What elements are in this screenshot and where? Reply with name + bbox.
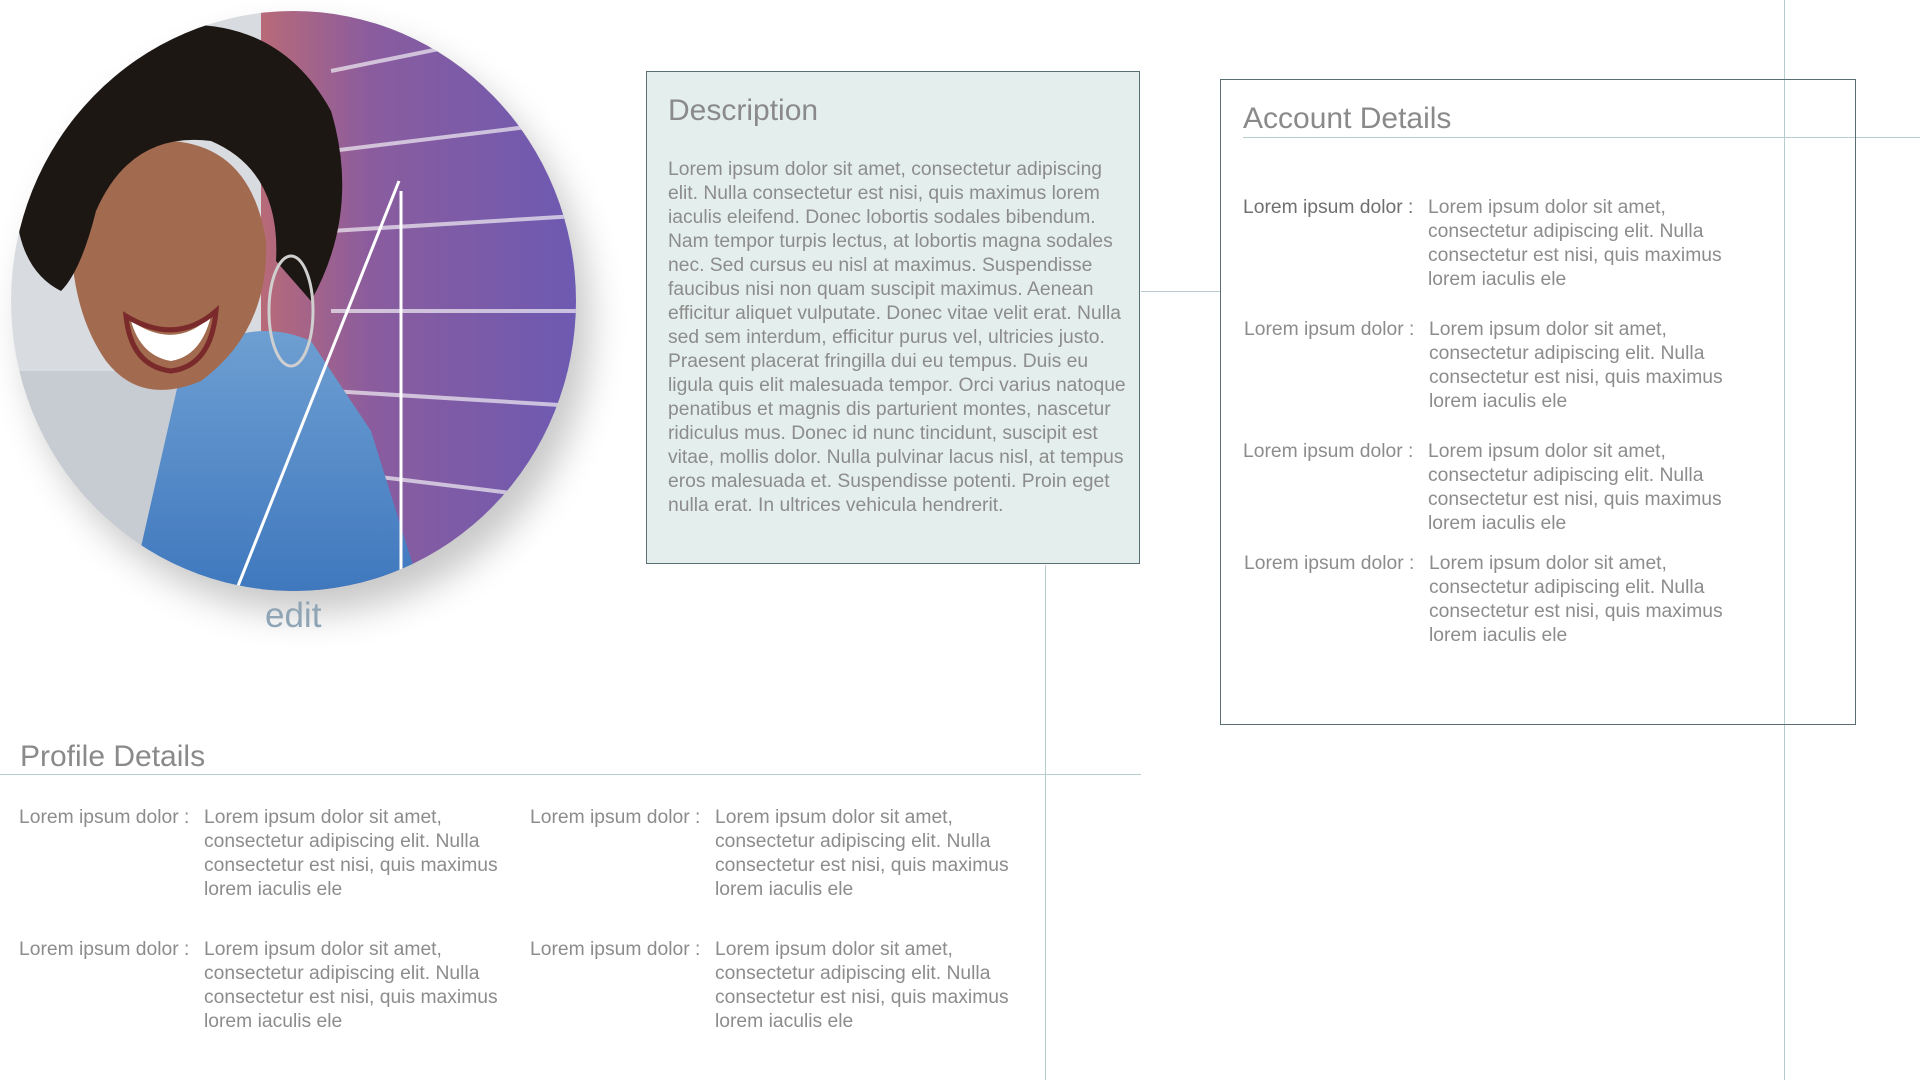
- account-details-title: Account Details: [1243, 102, 1452, 135]
- profile-row-label: Lorem ipsum dolor :: [19, 807, 190, 828]
- account-row-label: Lorem ipsum dolor :: [1244, 553, 1415, 574]
- description-body: Lorem ipsum dolor sit amet, consectetur adipiscing elit. Nulla consectetur est nisi, quis maximus lorem iaculis eleifend. Donec lobortis sodales bibendum. Nam tempor turpis lectus, at lobortis magna sodales nec. Sed cursus eu nisl at maximus. Suspendisse faucibus nisi non quam suscipit maximus. Aenean efficitur aliquet vulputate. Donec vitae velit erat. Nulla sed sem interdum, efficitur purus vel, ultricies justo. Praesent placerat fringilla dui eu tempus. Duis eu ligula quis elit malesuada tempor. Orci varius natoque penatibus et magnis dis parturient montes, nascetur ridiculus mus. Donec id nunc tincidunt, suscipit est vitae, mollis dolor. Nulla pulvinar lacus nisl, at tempus eros malesuada et. Suspendisse potenti. Proin eget nulla erat. In ultrices vehicula hendrerit.: [668, 159, 1126, 516]
- account-row-label: Lorem ipsum dolor :: [1243, 441, 1414, 462]
- account-row-value: Lorem ipsum dolor sit amet, consectetur adipiscing elit. Nulla consectetur est nisi, quis maximus lorem iaculis ele: [1429, 553, 1723, 646]
- account-row-label: Lorem ipsum dolor :: [1243, 197, 1414, 218]
- account-row-label: Lorem ipsum dolor :: [1244, 319, 1415, 340]
- avatar-photo-icon: [11, 11, 576, 591]
- account-row-value: Lorem ipsum dolor sit amet, consectetur adipiscing elit. Nulla consectetur est nisi, quis maximus lorem iaculis ele: [1428, 441, 1722, 534]
- profile-row-label: Lorem ipsum dolor :: [530, 807, 701, 828]
- profile-row-value: Lorem ipsum dolor sit amet, consectetur adipiscing elit. Nulla consectetur est nisi, quis maximus lorem iaculis ele: [204, 807, 498, 900]
- guide-line-connector: [1141, 291, 1220, 292]
- account-row-value: Lorem ipsum dolor sit amet, consectetur adipiscing elit. Nulla consectetur est nisi, quis maximus lorem iaculis ele: [1428, 197, 1722, 290]
- profile-row-label: Lorem ipsum dolor :: [530, 939, 701, 960]
- profile-avatar[interactable]: [11, 11, 576, 591]
- profile-row-value: Lorem ipsum dolor sit amet, consectetur adipiscing elit. Nulla consectetur est nisi, quis maximus lorem iaculis ele: [204, 939, 498, 1032]
- description-panel: [646, 71, 1140, 564]
- profile-row-value: Lorem ipsum dolor sit amet, consectetur adipiscing elit. Nulla consectetur est nisi, quis maximus lorem iaculis ele: [715, 807, 1009, 900]
- profile-details-title: Profile Details: [20, 740, 206, 773]
- profile-row-value: Lorem ipsum dolor sit amet, consectetur adipiscing elit. Nulla consectetur est nisi, quis maximus lorem iaculis ele: [715, 939, 1009, 1032]
- account-row-value: Lorem ipsum dolor sit amet, consectetur adipiscing elit. Nulla consectetur est nisi, quis maximus lorem iaculis ele: [1429, 319, 1723, 412]
- profile-title-underline: [0, 774, 1141, 775]
- edit-avatar-link[interactable]: edit: [265, 596, 322, 635]
- guide-line-vertical-center: [1045, 565, 1046, 1080]
- description-title: Description: [668, 94, 819, 127]
- profile-row-label: Lorem ipsum dolor :: [19, 939, 190, 960]
